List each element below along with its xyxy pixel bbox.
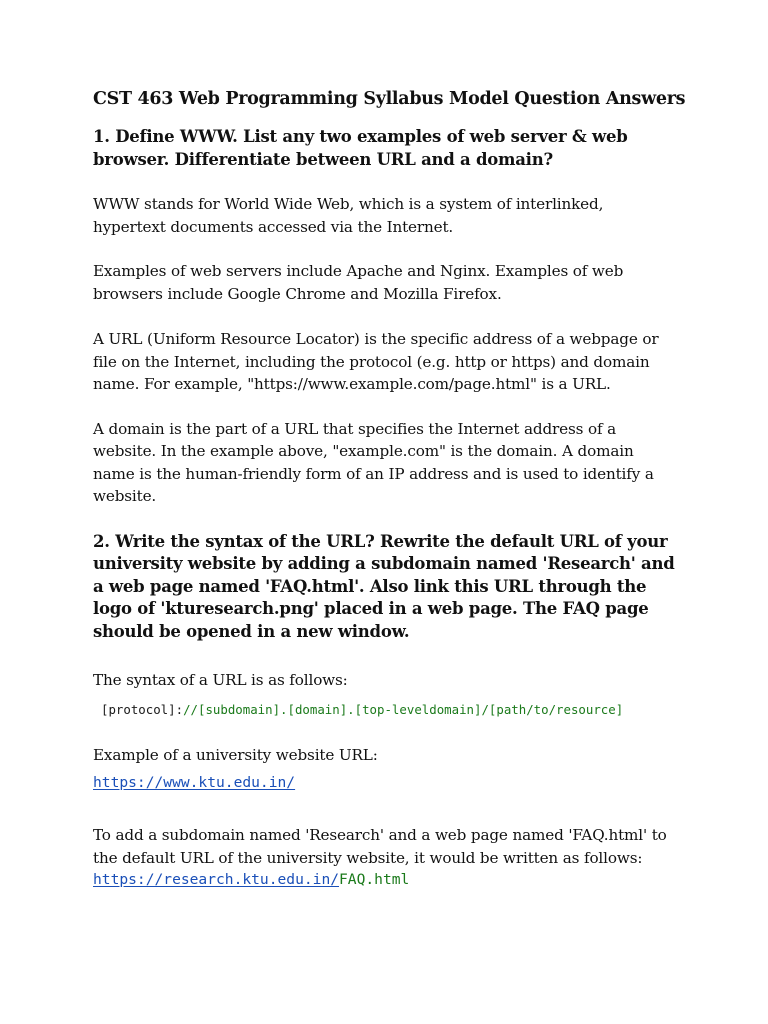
question-2-heading: 2. Write the syntax of the URL? Rewrite the default URL of your university website by adding a subdomain named 'Research' and a web page named 'FAQ.html'. Also link this URL through the logo of 'kturesearch.png' placed in a web page. The FAQ page should be opened in a new window.	[93, 531, 675, 641]
example-url-line	[93, 772, 678, 794]
research-url-line	[93, 869, 678, 891]
q1-url-definition: A URL (Uniform Resource Locator) is the specific address of a webpage or file on the Internet, including the protocol (e.g. http or https) and domain name. For example, "https://www.example.com/page.html" is a URL.	[93, 330, 659, 393]
url-syntax-protocol: [protocol]:	[101, 701, 184, 717]
q2-example-intro: Example of a university website URL:	[93, 745, 378, 764]
q1-domain-definition: A domain is the part of a URL that specifies the Internet address of a website. In the example above, "example.com" is the domain. A domain name is the human-friendly form of an IP address and is used to identify a website.	[93, 419, 654, 505]
q2-subdomain-text: To add a subdomain named 'Research' and a web page named 'FAQ.html' to the default URL of the university website, it would be written as follows:	[93, 826, 667, 867]
url-syntax-rest: //[subdomain].[domain].[top-leveldomain]/[path/to/resource]	[183, 701, 624, 717]
q2-syntax-intro: The syntax of a URL is as follows:	[93, 671, 348, 689]
url-syntax-code	[101, 700, 678, 720]
research-url-file: FAQ.html	[339, 871, 410, 888]
question-1-heading: 1. Define WWW. List any two examples of web server & web browser. Differentiate between URL and a domain?	[93, 127, 628, 169]
q1-server-browser-examples: Examples of web servers include Apache and Nginx. Examples of web browsers include Google Chrome and Mozilla Firefox.	[93, 262, 624, 303]
research-url-link[interactable]: https://research.ktu.edu.in/	[93, 871, 340, 888]
document-title: CST 463 Web Programming Syllabus Model Question Answers	[93, 89, 686, 109]
example-url-link[interactable]: https://www.ktu.edu.in/	[93, 774, 296, 791]
q1-www-definition: WWW stands for World Wide Web, which is a system of interlinked, hypertext documents accessed via the Internet.	[93, 195, 604, 236]
